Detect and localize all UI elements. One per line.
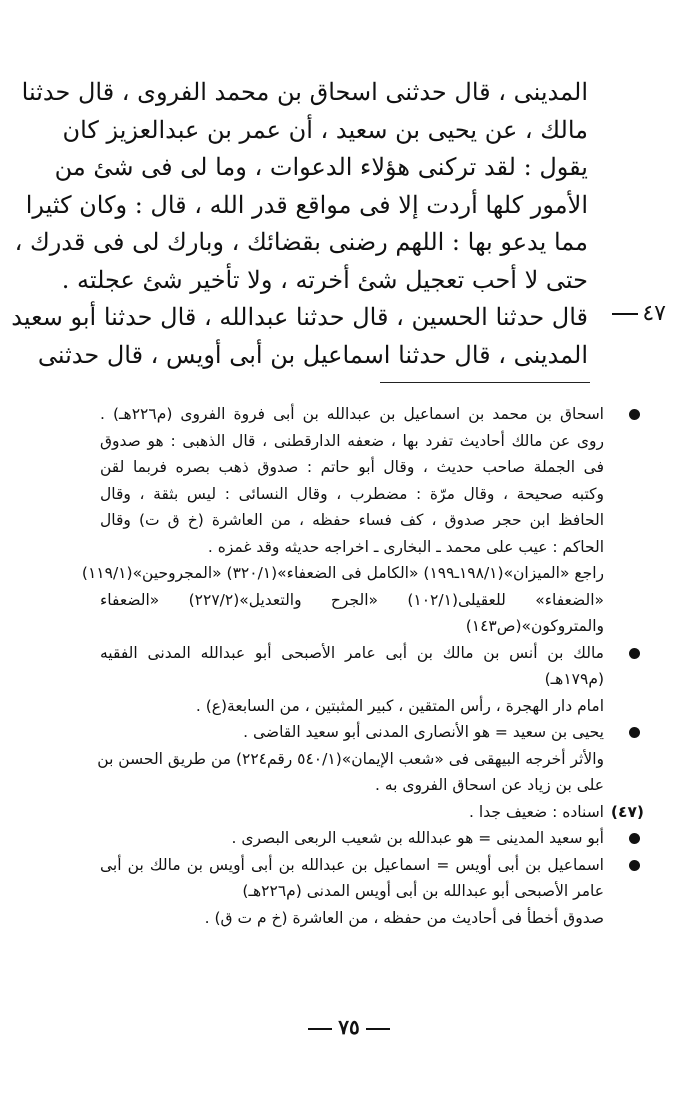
page-number-dash [308,1028,332,1030]
hadith-number-dash [612,313,638,315]
footnote-text: والمتروكون»(ص١٤٣) [465,617,604,635]
footnote-text: على بن زياد عن اسحاق الفروى به . [374,776,604,794]
page-number-value: ٧٥ [338,1015,360,1039]
footnote-line [100,454,640,481]
hadith-number [612,301,666,326]
main-text-line: قال حدثنا الحسين ، قال حدثنا عبدالله ، قال حدثنا أبو سعيد [11,303,588,331]
bullet-icon [629,648,640,659]
footnote-text: الحاكم : عيب على محمد ـ البخارى ـ اخراجه حديثه وقد غمزه . [207,537,604,556]
main-text-line: مالك ، عن يحيى بن سعيد ، أن عمر بن عبدالعزيز كان [62,115,588,144]
footnote-line [100,666,640,693]
footnote-text: (م١٧٩هـ) [544,670,604,688]
footnote-separator [380,382,590,383]
footnotes-block [81,401,644,931]
main-text-line: المدينى ، قال حدثنا اسماعيل بن أبى أويس ، قال حدثنى [37,340,588,369]
footnote-line [97,746,640,773]
main-text-block [11,74,588,374]
footnote-text: امام دار الهجرة ، رأس المتقين ، كبير المثبتين ، من السابعة(ع) . [195,696,604,715]
bullet-icon [629,727,640,738]
main-text-line: مما يدعو بها : اللهم رضنى بقضائك ، وبارك لى فى قدرك ، [14,228,588,256]
bullet-icon [629,860,640,871]
footnote-line [81,560,640,587]
footnote-text: «الضعفاء» للعقيلى(١٠٢/١) «الجرح والتعديل»(٢٢٧/٢) «الضعفاء [100,590,604,609]
footnote-line [100,640,640,667]
footnote-text: صدوق أخطأ فى أحاديث من حفظه ، من العاشرة (خ م ت ق) . [204,908,604,927]
footnote-line [100,587,640,614]
footnote-text: روى عن مالك أحاديث تفرد بها ، ضعفه الدارقطنى ، قال الذهبى : هو صدوق [100,431,604,450]
footnote-text: راجع «الميزان»(١٩٨/١ـ١٩٩) «الكامل فى الضعفاء»(٣٢٠/١) «المجروحين»(١١٩/١) [81,564,604,582]
footnote-line [100,905,640,932]
main-text-line: حتى لا أحب تعجيل شئ أخرته ، ولا تأخير شئ عجلته . [61,265,588,294]
footnote-line [100,852,640,879]
footnote-text: اسناده : ضعيف جدا . [469,802,604,821]
footnote-text: اسحاق بن محمد بن اسماعيل بن عبدالله بن أبى فروة الفروى (م٢٢٦هـ) . [100,405,604,423]
main-text-line: المدينى ، قال حدثنى اسحاق بن محمد الفروى ، قال حدثنا [21,78,588,106]
hadith-number-value: ٤٧ [642,301,666,326]
footnote-text: والأثر أخرجه البيهقى فى «شعب الإيمان»(٥٤٠/١ رقم٢٢٤) من طريق الحسن بن [97,749,604,768]
main-text-line: الأمور كلها أردت إلا فى مواقع قدر الله ، قال : وكان كثيرا [25,190,588,219]
footnote-line [100,719,640,746]
footnote-text: اسماعيل بن أبى أويس = اسماعيل بن عبدالله بن أبى أويس بن مالك بن أبى [100,855,604,874]
bullet-icon [629,409,640,420]
footnote-text: يحيى بن سعيد = هو الأنصارى المدنى أبو سعيد القاضى . [243,723,604,741]
hadith-note-label: (٤٧) [610,802,644,821]
footnote-line [100,613,640,640]
footnote-text: أبو سعيد المدينى = هو عبدالله بن شعيب الربعى البصرى . [231,829,604,847]
footnote-line [100,481,640,508]
bullet-icon [629,833,640,844]
footnote-line [100,693,640,720]
footnote-line [100,878,640,905]
footnote-line [100,799,644,826]
footnote-text: وكتبه صحيحة ، وقال مرّة : مضطرب ، وقال النسائى : ليس بثقة ، وقال [100,484,604,503]
footnote-line [100,825,640,852]
footnote-line [100,772,640,799]
footnote-text: الحافظ ابن حجر صدوق ، كف فساء حفظه ، من العاشرة (خ ق ت) وقال [100,511,604,529]
footnote-line [100,428,640,455]
footnote-line [100,507,640,534]
footnote-text: مالك بن أنس بن مالك بن أبى عامر الأصبحى أبو عبدالله المدنى الفقيه [100,643,604,662]
page-number-dash [366,1028,390,1030]
main-text-line: يقول : لقد تركنى هؤلاء الدعوات ، وما لى فى شئ من [54,153,588,181]
footnote-line [100,401,640,428]
page-number [0,1015,698,1039]
footnote-text: فى الجملة صاحب حديث ، وقال أبو حاتم : صدوق ذهب بصره فربما لقن [100,458,604,476]
footnote-line [100,534,640,561]
footnote-text: عامر الأصبحى أبو عبدالله بن أبى أويس المدنى (م٢٢٦هـ) [242,882,604,900]
